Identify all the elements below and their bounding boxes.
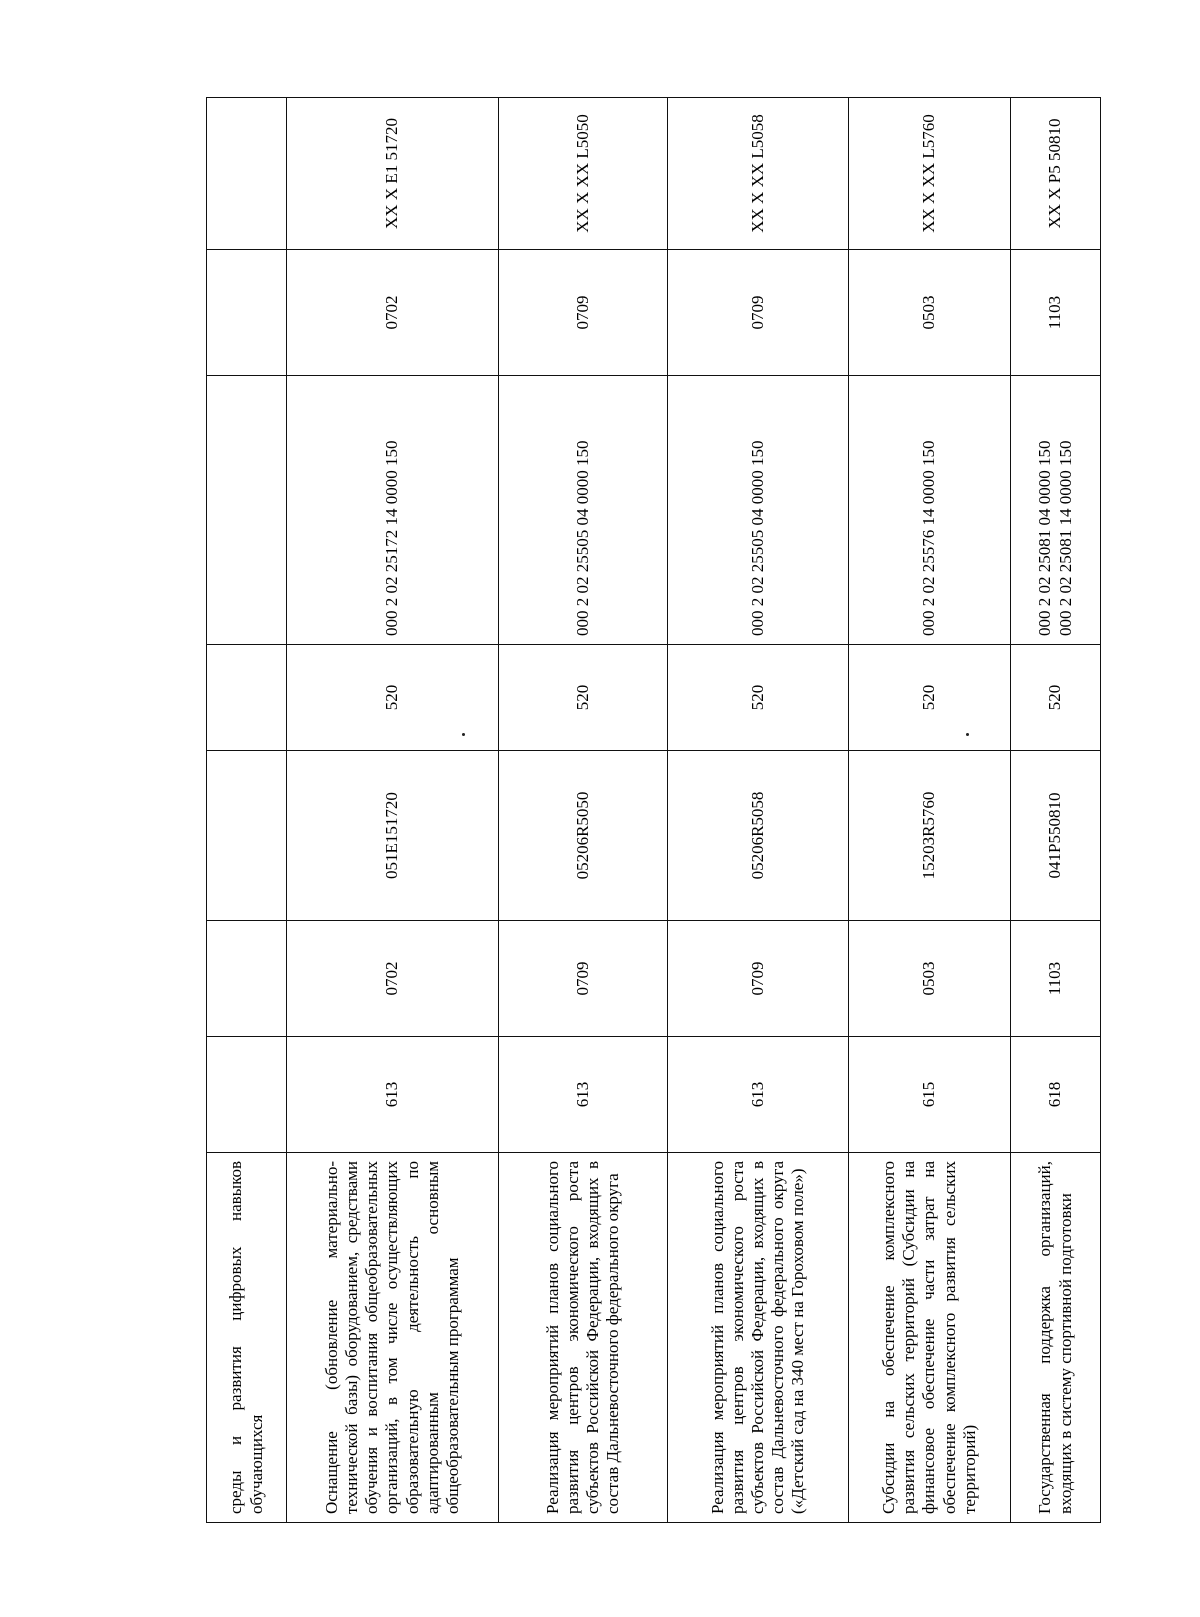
table-row: [668, 98, 849, 1523]
revenue-code: 000 2 02 25505 04 0000 150: [572, 440, 592, 636]
section-code-cell: [207, 921, 287, 1037]
admin-code-cell: 613: [668, 1037, 849, 1153]
target-article-cell: 041P550810: [1011, 751, 1101, 921]
section-code-cell-2: 0709: [668, 250, 849, 376]
target-article-cell: 051E151720: [287, 751, 499, 921]
classification-code-cell: XX X E1 51720: [287, 98, 499, 250]
measure-name-cell: Реализация мероприятий планов социального развития центров экономического роста субъектов Российской Федерации, входящих в состав Дальневосточного федерального округа («Детский сад на 340 мест на Гороховом поле»): [668, 1153, 849, 1523]
table-row: [499, 98, 668, 1523]
revenue-code: 000 2 02 25576 14 0000 150: [919, 440, 939, 636]
target-article-cell: [207, 751, 287, 921]
revenue-code-cell: [287, 376, 499, 645]
section-code-cell: 0503: [849, 921, 1011, 1037]
section-code-cell-2: 0709: [499, 250, 668, 376]
expense-type-cell: 520: [849, 645, 1011, 751]
table-row: [849, 98, 1011, 1523]
section-code-cell: 0709: [668, 921, 849, 1037]
revenue-code-cell: [499, 376, 668, 645]
measure-name-cell: Государственная поддержка организаций, входящих в систему спортивной подготовки: [1011, 1153, 1101, 1523]
table-row: [287, 98, 499, 1523]
revenue-code: 000 2 02 25505 04 0000 150: [747, 440, 767, 636]
budget-classification-table: [206, 97, 1101, 1523]
classification-code-cell: XX X XX L5760: [849, 98, 1011, 250]
section-code-cell: 1103: [1011, 921, 1101, 1037]
rotated-table-container: [206, 98, 1100, 1523]
revenue-code-cell: [849, 376, 1011, 645]
admin-code-cell: 613: [499, 1037, 668, 1153]
revenue-code: 000 2 02 25172 14 0000 150: [382, 440, 402, 636]
section-code-cell-2: 0702: [287, 250, 499, 376]
classification-code-cell: XX X XX L5058: [668, 98, 849, 250]
classification-code-cell: XX X P5 50810: [1011, 98, 1101, 250]
revenue-code-cell: [668, 376, 849, 645]
section-code-cell-2: 0503: [849, 250, 1011, 376]
table-row: [1011, 98, 1101, 1523]
admin-code-cell: 615: [849, 1037, 1011, 1153]
classification-code-cell: XX X XX L5050: [499, 98, 668, 250]
revenue-code-cell: [1011, 376, 1101, 645]
scan-speck: [966, 733, 969, 736]
measure-name-cell: Субсидии на обеспечение комплексного развития сельских территорий (Субсидии на финансовое обеспечение части затрат на обеспечение комплексного развития сельских территорий): [849, 1153, 1011, 1523]
section-code-cell-2: [207, 250, 287, 376]
section-code-cell: 0709: [499, 921, 668, 1037]
revenue-code: 000 2 02 25081 14 0000 150: [1055, 440, 1075, 636]
classification-code-cell: [207, 98, 287, 250]
revenue-code-cell: [207, 376, 287, 645]
measure-name-cell: среды и развития цифровых навыков обучающихся: [207, 1153, 287, 1523]
expense-type-cell: 520: [499, 645, 668, 751]
admin-code-cell: 618: [1011, 1037, 1101, 1153]
measure-name-cell: Оснащение (обновление материально-технической базы) оборудованием, средствами обучения и воспитания общеобразовательных организаций, в том числе осуществляющих образовательную деятельность по адаптированным основным общеобразовательным программам: [287, 1153, 499, 1523]
table-row: [207, 98, 287, 1523]
revenue-code: 000 2 02 25081 04 0000 150: [1035, 440, 1055, 636]
expense-type-cell: 520: [1011, 645, 1101, 751]
expense-type-cell: [207, 645, 287, 751]
admin-code-cell: 613: [287, 1037, 499, 1153]
target-article-cell: 05206R5050: [499, 751, 668, 921]
admin-code-cell: [207, 1037, 287, 1153]
target-article-cell: 15203R5760: [849, 751, 1011, 921]
expense-type-cell: 520: [287, 645, 499, 751]
target-article-cell: 05206R5058: [668, 751, 849, 921]
measure-name-cell: Реализация мероприятий планов социального развития центров экономического роста субъектов Российской Федерации, входящих в состав Дальневосточного федерального округа: [499, 1153, 668, 1523]
expense-type-cell: 520: [668, 645, 849, 751]
section-code-cell: 0702: [287, 921, 499, 1037]
scan-speck: [462, 733, 465, 736]
section-code-cell-2: 1103: [1011, 250, 1101, 376]
